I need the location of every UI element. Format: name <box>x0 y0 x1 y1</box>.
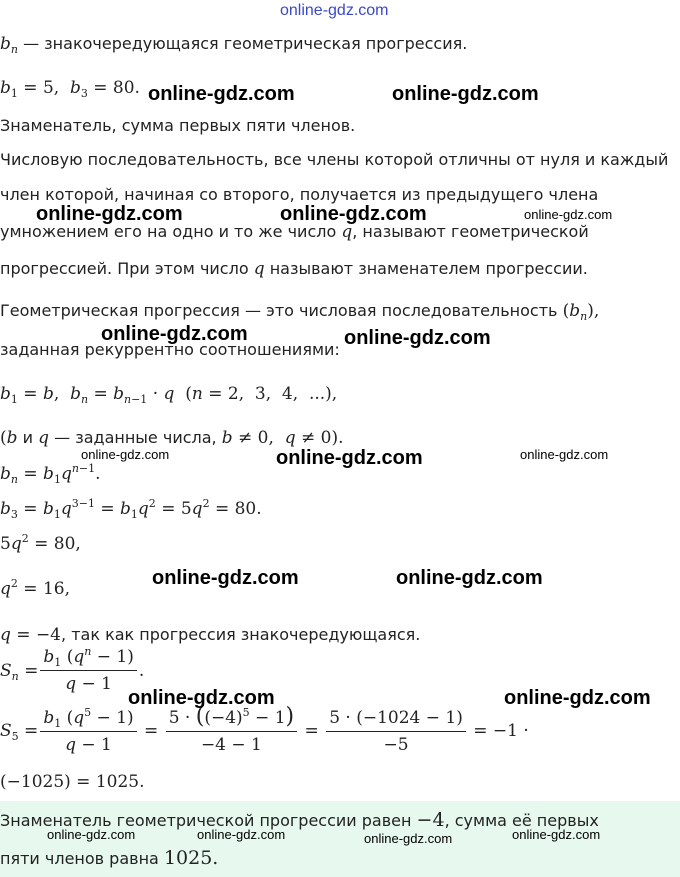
watermark: online-gdz.com <box>520 447 609 462</box>
watermark: online-gdz.com <box>148 83 295 105</box>
given-conditions: (b и q — заданные числа, b ≠ 0, q ≠ 0). <box>0 428 344 448</box>
watermark: online-gdz.com <box>47 827 136 842</box>
watermark: online-gdz.com <box>344 327 491 349</box>
definition-line-6: заданная рекуррентно соотношениями: <box>0 340 340 359</box>
watermark: online-gdz.com <box>128 687 275 709</box>
s5-result: (−1025) = 1025. <box>0 772 145 792</box>
definition-line-4 <box>0 258 588 280</box>
sum-formula: $S_n$ = $\frac{b_1 (q^n - 1)}{q - 1}$ . <box>0 645 145 694</box>
general-term: $b_n = b_1q^{n-1}$. <box>0 462 101 486</box>
watermark: online-gdz.com <box>81 447 170 462</box>
watermark: online-gdz.com <box>512 827 601 842</box>
definition-line-5 <box>0 300 599 322</box>
recurrence-formula: $b_1 = b$, $b_n = b_{n-1} \cdot q$ (n = 2, 3, 4, ...), <box>0 384 338 406</box>
answer1b: , сумма её первых <box>444 811 599 830</box>
math-bn: $b_n$ <box>0 34 18 56</box>
watermark: online-gdz.com <box>152 567 299 589</box>
answer-line-1: Знаменатель геометрической прогрессии равен −4, сумма её первых <box>0 809 599 831</box>
answer2: пяти членов равна <box>0 849 159 868</box>
given-values: $b_1 = 5$, $b_3 = 80$. <box>0 78 140 100</box>
watermark: online-gdz.com <box>280 203 427 225</box>
watermark: online-gdz.com <box>101 323 248 345</box>
math-q: q <box>341 222 353 242</box>
watermark: online-gdz.com <box>36 203 183 225</box>
because-text: , так как прогрессия знакочередующаяся. <box>61 625 421 644</box>
math-seq: $(b_n)$, <box>562 301 600 323</box>
watermark: online-gdz.com <box>504 687 651 709</box>
watermark: online-gdz.com <box>197 827 286 842</box>
b3-formula: $b_3 = b_1q^{3-1} = b_1q^2 = 5q^2 = 80$. <box>0 497 262 521</box>
equation-5q2: $5q^2 = 80$, <box>0 532 81 554</box>
sum-fraction: $\frac{b_1 (q^n - 1)}{q - 1}$ <box>40 646 136 695</box>
def3b: , называют геометрической <box>352 222 589 241</box>
def5a: Геометрическая прогрессия — это числовая последовательность <box>0 301 558 320</box>
s5-computation: $S_5$ = $\frac{b_1 (q^5 - 1)}{q - 1}$ = $\frac{5 \cdot ((-4)^5 - 1)}{-4 - 1}$ = $\frac{5 \cdot (-1024 - 1)}{-5}$ = −1 · <box>0 704 529 755</box>
def4b: называют знаменателем прогрессии. <box>269 259 588 278</box>
watermark: online-gdz.com <box>364 831 453 846</box>
definition-line-1: Числовую последовательность, все члены которой отличны от нуля и каждый <box>0 150 669 169</box>
watermark: online-gdz.com <box>276 447 423 469</box>
task-line: Знаменатель, сумма первых пяти членов. <box>0 116 356 135</box>
answer-line-2: пяти членов равна 1025. <box>0 847 219 869</box>
def3a: умножением его на одно и то же число <box>0 222 337 241</box>
watermark-top: online-gdz.com <box>280 2 389 19</box>
definition-line-2: член которой, начиная со второго, получается из предыдущего члена <box>0 185 599 204</box>
watermark: online-gdz.com <box>524 207 613 222</box>
watermark: online-gdz.com <box>392 83 539 105</box>
equation-q2: $q^2 = 16$, <box>0 577 70 599</box>
answer1a: Знаменатель геометрической прогрессии равен <box>0 811 412 830</box>
given-mid: — заданные числа, <box>54 428 217 447</box>
intro-line <box>0 33 467 55</box>
watermark: online-gdz.com <box>396 567 543 589</box>
def4a: прогрессией. При этом число <box>0 259 249 278</box>
and-word: и <box>22 428 34 447</box>
math-q2: q <box>253 259 265 279</box>
intro-text: — знакочередующаяся геометрическая прогрессия. <box>23 34 468 53</box>
q-result: q = −4, так как прогрессия знакочередующаяся. <box>0 625 421 645</box>
